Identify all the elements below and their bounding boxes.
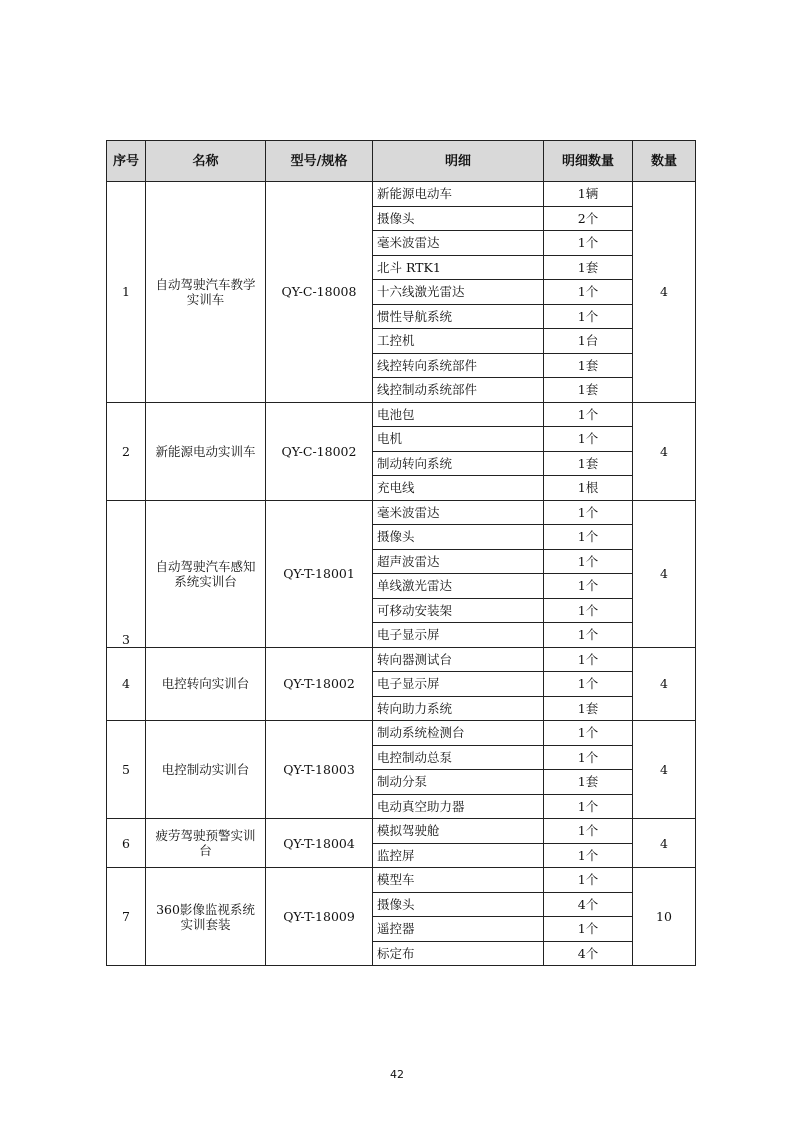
cell-detail: 充电线 <box>373 476 544 501</box>
cell-detail: 模型车 <box>373 868 544 893</box>
cell-qty: 4 <box>633 819 696 868</box>
cell-detail: 制动系统检测台 <box>373 721 544 746</box>
cell-detail: 惯性导航系统 <box>373 304 544 329</box>
cell-name: 360影像监视系统实训套装 <box>146 868 266 966</box>
cell-detail: 遥控器 <box>373 917 544 942</box>
cell-detail-qty: 1个 <box>544 500 633 525</box>
cell-detail: 电池包 <box>373 402 544 427</box>
cell-detail: 摄像头 <box>373 206 544 231</box>
cell-name: 自动驾驶汽车教学实训车 <box>146 182 266 403</box>
cell-model: QY-C-18008 <box>266 182 373 403</box>
cell-name: 电控制动实训台 <box>146 721 266 819</box>
cell-detail-qty: 1个 <box>544 721 633 746</box>
cell-detail-qty: 1个 <box>544 280 633 305</box>
cell-detail: 工控机 <box>373 329 544 354</box>
cell-detail: 电控制动总泵 <box>373 745 544 770</box>
cell-detail: 毫米波雷达 <box>373 500 544 525</box>
cell-detail: 摄像头 <box>373 892 544 917</box>
cell-detail-qty: 4个 <box>544 892 633 917</box>
cell-seq: 5 <box>107 721 146 819</box>
cell-detail-qty: 2个 <box>544 206 633 231</box>
cell-detail: 制动分泵 <box>373 770 544 795</box>
cell-name: 疲劳驾驶预警实训台 <box>146 819 266 868</box>
cell-qty: 4 <box>633 647 696 721</box>
cell-name: 新能源电动实训车 <box>146 402 266 500</box>
cell-detail-qty: 1个 <box>544 549 633 574</box>
cell-qty: 4 <box>633 402 696 500</box>
cell-detail: 北斗 RTK1 <box>373 255 544 280</box>
cell-detail: 转向助力系统 <box>373 696 544 721</box>
table-row <box>107 500 696 525</box>
cell-seq: 7 <box>107 868 146 966</box>
cell-name: 自动驾驶汽车感知系统实训台 <box>146 500 266 647</box>
cell-detail: 监控屏 <box>373 843 544 868</box>
table-row <box>107 647 696 672</box>
cell-detail: 超声波雷达 <box>373 549 544 574</box>
header-qty: 数量 <box>633 141 696 182</box>
cell-seq: 2 <box>107 402 146 500</box>
cell-detail-qty: 1个 <box>544 598 633 623</box>
cell-detail: 线控转向系统部件 <box>373 353 544 378</box>
cell-detail-qty: 1个 <box>544 917 633 942</box>
cell-detail-qty: 1套 <box>544 696 633 721</box>
cell-detail-qty: 1个 <box>544 794 633 819</box>
cell-detail-qty: 1套 <box>544 255 633 280</box>
cell-detail: 单线激光雷达 <box>373 574 544 599</box>
cell-detail: 标定布 <box>373 941 544 966</box>
cell-detail-qty: 4个 <box>544 941 633 966</box>
cell-qty: 4 <box>633 721 696 819</box>
cell-detail-qty: 1套 <box>544 353 633 378</box>
cell-detail: 新能源电动车 <box>373 182 544 207</box>
cell-model: QY-T-18003 <box>266 721 373 819</box>
cell-model: QY-T-18004 <box>266 819 373 868</box>
table-row <box>107 721 696 746</box>
cell-detail-qty: 1个 <box>544 427 633 452</box>
cell-detail-qty: 1辆 <box>544 182 633 207</box>
cell-detail-qty: 1个 <box>544 672 633 697</box>
cell-detail: 模拟驾驶舱 <box>373 819 544 844</box>
cell-detail: 转向器测试台 <box>373 647 544 672</box>
cell-seq: 3 <box>107 500 146 647</box>
cell-detail: 制动转向系统 <box>373 451 544 476</box>
table-header-row <box>107 141 696 182</box>
table-row <box>107 868 696 893</box>
cell-detail-qty: 1个 <box>544 819 633 844</box>
cell-detail: 电子显示屏 <box>373 623 544 648</box>
cell-detail: 毫米波雷达 <box>373 231 544 256</box>
cell-detail-qty: 1个 <box>544 623 633 648</box>
cell-detail: 线控制动系统部件 <box>373 378 544 403</box>
cell-detail-qty: 1个 <box>544 231 633 256</box>
cell-detail: 电动真空助力器 <box>373 794 544 819</box>
cell-model: QY-T-18002 <box>266 647 373 721</box>
header-detail-qty: 明细数量 <box>544 141 633 182</box>
cell-detail-qty: 1个 <box>544 304 633 329</box>
table-row <box>107 182 696 207</box>
cell-detail-qty: 1台 <box>544 329 633 354</box>
cell-detail: 电子显示屏 <box>373 672 544 697</box>
table-row <box>107 819 696 844</box>
cell-qty: 4 <box>633 500 696 647</box>
cell-model: QY-C-18002 <box>266 402 373 500</box>
cell-seq: 1 <box>107 182 146 403</box>
cell-detail-qty: 1套 <box>544 451 633 476</box>
cell-detail-qty: 1个 <box>544 525 633 550</box>
cell-detail: 可移动安装架 <box>373 598 544 623</box>
cell-detail-qty: 1个 <box>544 843 633 868</box>
cell-model: QY-T-18009 <box>266 868 373 966</box>
cell-detail-qty: 1个 <box>544 574 633 599</box>
table-row <box>107 402 696 427</box>
header-seq: 序号 <box>107 141 146 182</box>
cell-detail-qty: 1套 <box>544 378 633 403</box>
cell-detail: 摄像头 <box>373 525 544 550</box>
cell-seq: 6 <box>107 819 146 868</box>
page-number: 42 <box>390 1068 404 1081</box>
header-detail: 明细 <box>373 141 544 182</box>
cell-qty: 4 <box>633 182 696 403</box>
cell-detail-qty: 1个 <box>544 402 633 427</box>
cell-detail-qty: 1套 <box>544 770 633 795</box>
cell-qty: 10 <box>633 868 696 966</box>
cell-seq: 4 <box>107 647 146 721</box>
cell-detail-qty: 1个 <box>544 868 633 893</box>
cell-detail: 十六线激光雷达 <box>373 280 544 305</box>
cell-detail: 电机 <box>373 427 544 452</box>
equipment-table <box>106 140 696 966</box>
cell-name: 电控转向实训台 <box>146 647 266 721</box>
cell-detail-qty: 1个 <box>544 647 633 672</box>
cell-detail-qty: 1根 <box>544 476 633 501</box>
header-name: 名称 <box>146 141 266 182</box>
cell-detail-qty: 1个 <box>544 745 633 770</box>
header-model: 型号/规格 <box>266 141 373 182</box>
cell-model: QY-T-18001 <box>266 500 373 647</box>
